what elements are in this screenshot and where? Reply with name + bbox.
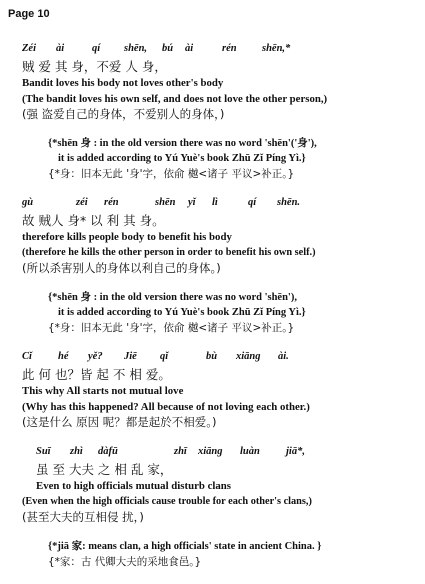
pinyin-word: xiāng	[236, 351, 261, 362]
pinyin-word: shēn.	[277, 197, 301, 208]
translation-chinese: (所以杀害别人的身体以利自己的身体。)	[22, 261, 221, 275]
translation-text: (Even when the high officials cause trouble for each other's clans,)	[22, 496, 312, 507]
pinyin-word: zéi	[76, 197, 88, 208]
translation-chinese: (强 盗爱自己的身体，不爱别人的身体，)	[22, 107, 225, 121]
pinyin-word: qǐ	[160, 351, 169, 362]
pinyin-word: rén	[222, 43, 237, 54]
pinyin-word: Zéi	[22, 43, 36, 54]
pinyin-line	[0, 447, 425, 459]
pinyin-word: shēn,	[124, 43, 148, 54]
pinyin-word: qí	[248, 197, 257, 208]
translation-text: (therefore he kills the other person in order to benefit his own self.)	[22, 247, 316, 258]
pinyin-word: bú	[162, 43, 174, 54]
pinyin-word: Cǐ	[22, 351, 32, 362]
footnote-english: {*shēn 身 : in the old version there was no word 'shēn'('身'),	[48, 138, 317, 149]
footnote-chinese: {*家：古 代卿大夫的采地食邑。}	[48, 556, 202, 568]
pinyin-word: Jiē	[124, 351, 137, 362]
pinyin-word: shēn,*	[262, 43, 291, 54]
translation-chinese: (这是什么 原因 呢？都是起於不相爱。)	[22, 415, 217, 429]
page-number: Page 10	[8, 8, 50, 20]
pinyin-word: ài	[56, 43, 65, 54]
footnote-english: it is added according to Yú Yuè's book Zhū Zǐ Píng Yì.}	[58, 153, 306, 164]
pinyin-word: yǐ	[188, 197, 196, 208]
pinyin-word: jiā*,	[286, 446, 305, 457]
translation-text: (Why has this happened? All because of not loving each other.)	[22, 401, 310, 413]
gloss-text: This why All starts not mutual love	[22, 385, 184, 397]
pinyin-word: hé	[58, 351, 69, 362]
pinyin-word: lì	[212, 197, 218, 208]
chinese-text: 此 何 也？皆 起 不 相 爱。	[22, 367, 171, 382]
chinese-text: 贼 爱 其 身，不爱 人 身，	[22, 59, 167, 74]
pinyin-word: luàn	[240, 446, 260, 457]
pinyin-word: Suī	[36, 446, 51, 457]
pinyin-word: zhì	[70, 446, 83, 457]
footnote-chinese: {*身：旧本无此 '身'字，依俞 樾<诸子 平议>补正。}	[48, 168, 295, 180]
pinyin-line	[0, 44, 425, 56]
pinyin-line	[0, 198, 425, 210]
pinyin-word: ài	[185, 43, 194, 54]
footnote-english: {*jiā 家: means clan, a high officials' state in ancient China. }	[48, 541, 322, 552]
footnote-english: it is added according to Yú Yuè's book Zhū Zǐ Píng Yì.}	[58, 307, 306, 318]
pinyin-word: dàfū	[98, 446, 118, 457]
pinyin-word: qí	[92, 43, 101, 54]
chinese-text: 故 贼人 身* 以 利 其 身。	[22, 213, 165, 228]
pinyin-line	[0, 352, 425, 364]
pinyin-word: zhī	[174, 446, 187, 457]
gloss-text: Even to high officials mutual disturb clans	[36, 480, 231, 492]
footnote-chinese: {*身：旧本无此 '身'字，依俞 樾<诸子 平议>补正。}	[48, 322, 295, 334]
translation-chinese: (甚至大夫的互相侵 扰，)	[22, 510, 144, 524]
translation-text: (The bandit loves his own self, and does not love the other person,)	[22, 93, 328, 105]
pinyin-word: bù	[206, 351, 218, 362]
pinyin-word: xiāng	[198, 446, 223, 457]
gloss-text: therefore kills people body to benefit his body	[22, 231, 232, 243]
gloss-text: Bandit loves his body not loves other's body	[22, 77, 224, 89]
pinyin-word: yě?	[88, 351, 103, 362]
pinyin-word: shēn	[155, 197, 176, 208]
chinese-text: 虽 至 大夫 之 相 乱 家，	[36, 462, 173, 477]
pinyin-word: ài.	[278, 351, 289, 362]
pinyin-word: rén	[104, 197, 119, 208]
footnote-english: {*shēn 身 : in the old version there was no word 'shēn'),	[48, 292, 297, 303]
pinyin-word: gù	[22, 197, 34, 208]
